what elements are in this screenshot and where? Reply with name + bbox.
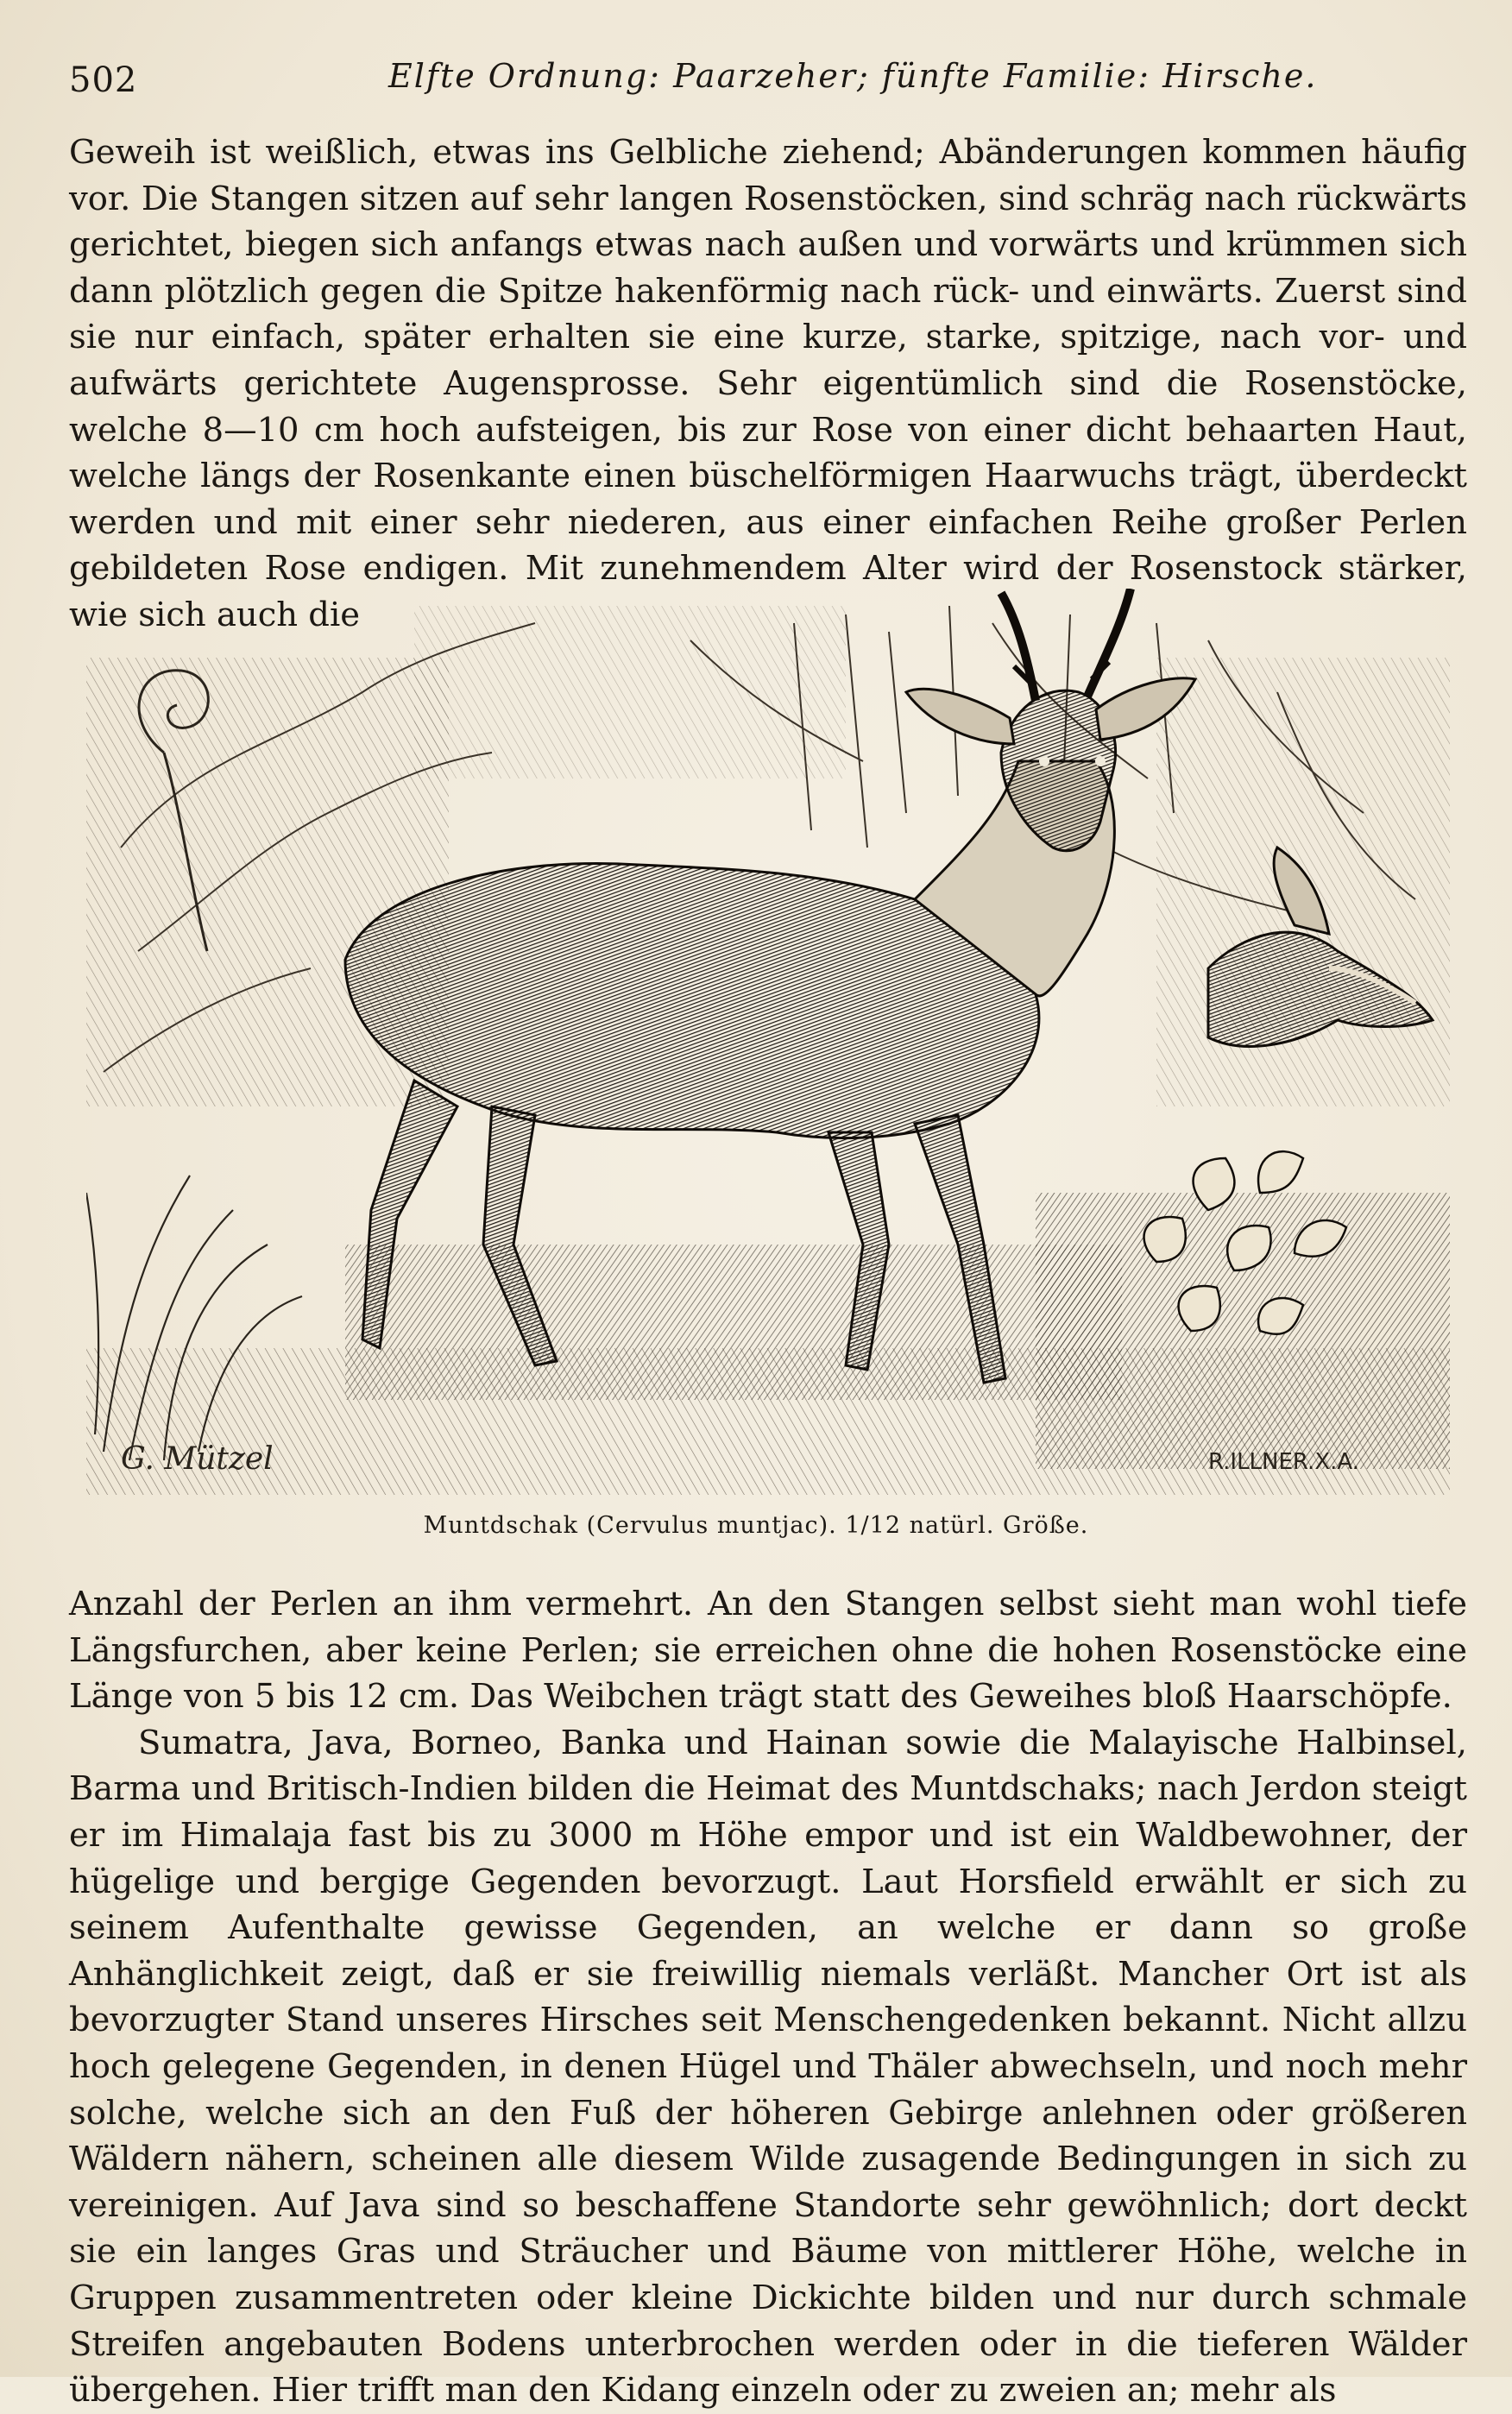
caption-name: Muntdschak [423,1512,579,1539]
running-head: Elfte Ordnung: Paarzeher; fünfte Familie: Hirsche. [388,57,1318,95]
page-header [69,52,1450,104]
caption-scale: 1/12 natürl. Größe. [845,1512,1089,1539]
top-text-block [69,129,1467,639]
paragraph-habitat: Sumatra, Java, Borneo, Banka und Hainan sowie die Malayische Halbinsel, Barma und Britisch-Indien bilden die Heimat des Muntdschaks; nach Jerdon steigt er im Himalaja fast bis zu 3000 m Höhe empor und ist ein Waldbewohner, der hügelige und bergige Gegenden bevorzugt. Laut Horsfield erwählt er sich zu seinem Aufenthalte gewisse Gegenden, an welche er dann so große Anhänglichkeit zeigt, daß er sie freiwillig niemals verläßt. Mancher Ort ist als bevorzugter Stand unseres Hirsches seit Menschengedenken bekannt. Nicht allzu hoch gelegene Gegenden, in denen Hügel und Thäler abwechseln, und noch mehr solche, welche sich an den Fuß der höheren Gebirge anlehnen oder größeren Wäldern nähern, scheinen alle diesem Wilde zusagende Bedingungen in sich zu vereinigen. Auf Java sind so beschaffene Standorte sehr gewöhnlich; dort deckt sie ein langes Gras und Sträucher und Bäume von mittlerer Höhe, welche in Gruppen zusammentreten oder kleine Dickichte bilden und nur durch schmale Streifen angebauten Bodens unterbrochen werden oder in die tieferen Wälder übergehen. Hier trifft man den Kidang einzeln oder zu zweien an; mehr als [69,1723,1467,2411]
muntjac-illustration [86,589,1450,1495]
engraving-drawing [86,589,1450,1495]
top-paragraph: Geweih ist weißlich, etwas ins Gelbliche ziehend; Abänderungen kommen häufig vor. Die Stangen sitzen auf sehr langen Rosenstöcken, sind schräg nach rückwärts gerichtet, biegen sich anfangs etwas nach außen und vorwärts und krümmen sich dann plötzlich gegen die Spitze hakenförmig nach rück- und einwärts. Zuerst sind sie nur einfach, später erhalten sie eine kurze, starke, spitzige, nach vor- und aufwärts gerichtete Augensprosse. Sehr eigentümlich sind die Rosenstöcke, welche 8—10 cm hoch aufsteigen, bis zur Rose von einer dicht behaarten Haut, welche längs der Rosenkante einen büschelförmigen Haarwuchs trägt, überdeckt werden und mit einer sehr niederen, aus einer einfachen Reihe großer Perlen gebildeten Rose endigen. Mit zunehmendem Alter wird der Rosenstock stärker, wie sich auch die [69,133,1467,634]
page-number: 502 [69,60,138,100]
caption-latin: (Cervulus muntjac). [586,1512,837,1539]
bottom-text-block [69,1581,1467,2414]
signature-right: R.ILLNER.X.A. [1208,1449,1359,1475]
figure-caption [0,1512,1512,1539]
paragraph-continuation: Anzahl der Perlen an ihm vermehrt. An den Stangen selbst sieht man wohl tiefe Längsfurchen, aber keine Perlen; sie erreichen ohne die hohen Rosenstöcke eine Länge von 5 bis 12 cm. Das Weibchen trägt statt des Geweihes bloß Haarschöpfe. [69,1585,1467,1717]
signature-left: G. Mützel [121,1441,274,1477]
